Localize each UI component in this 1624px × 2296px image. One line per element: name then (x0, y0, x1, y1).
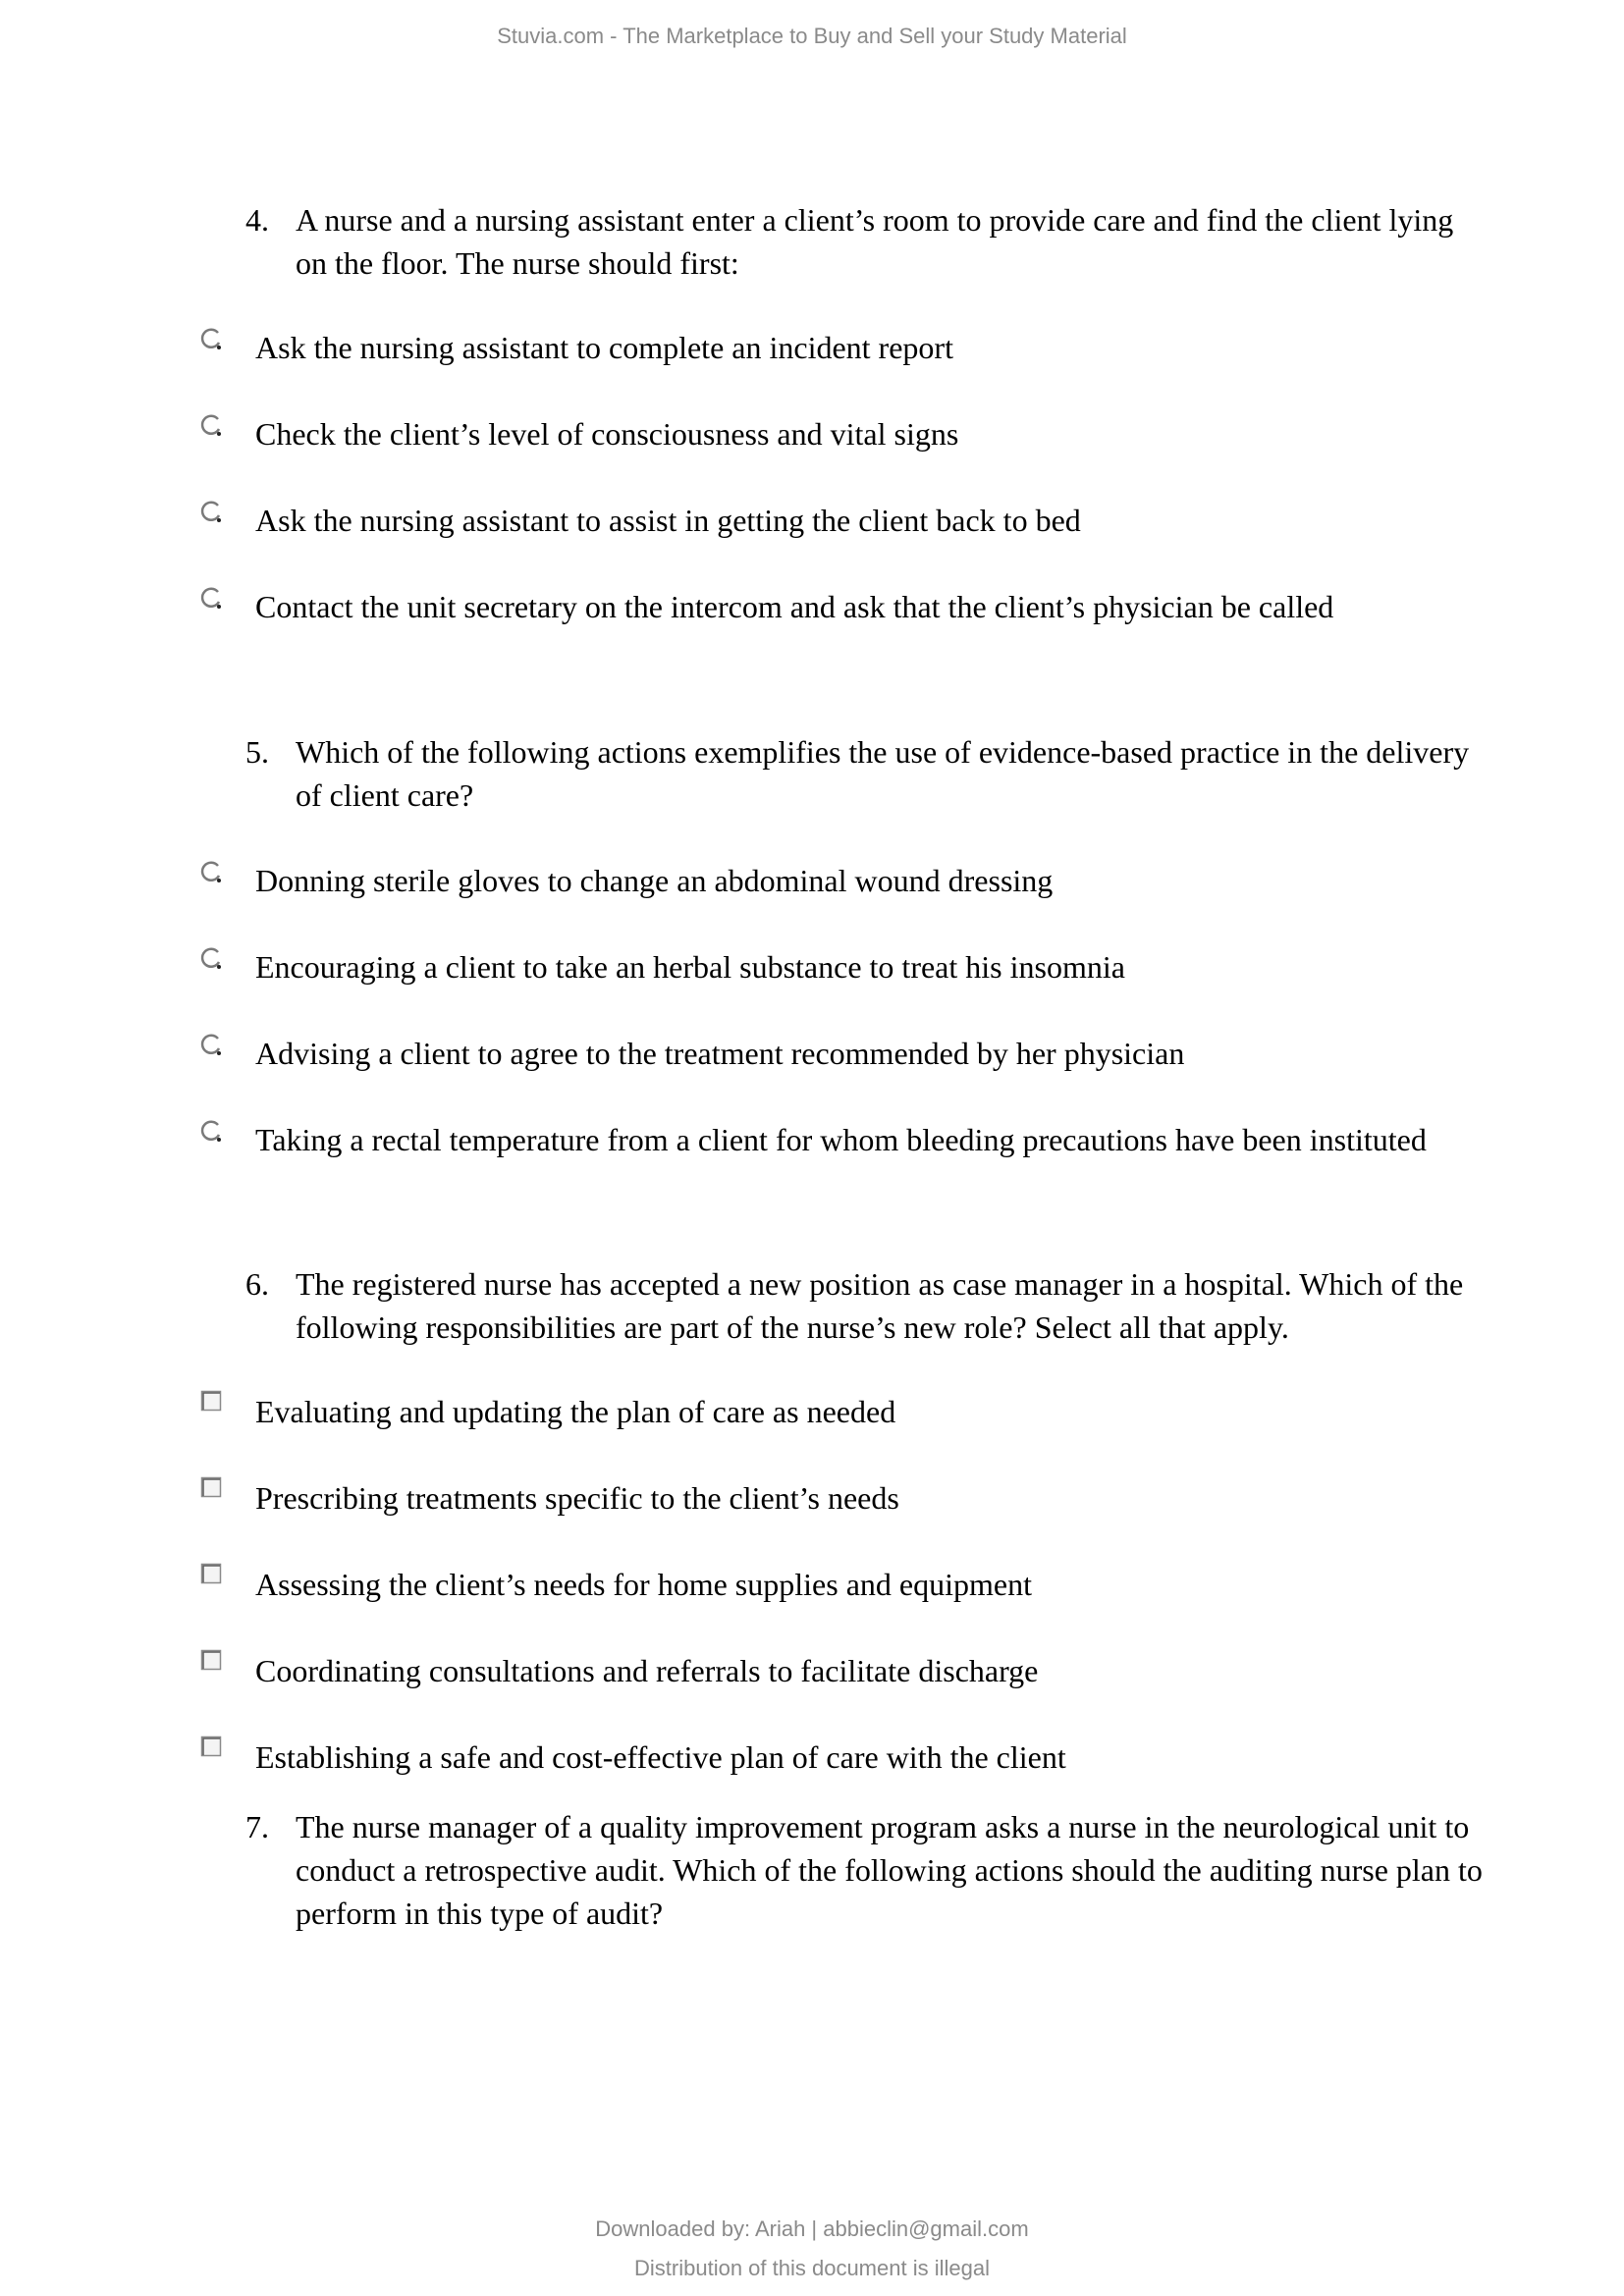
question-number: 5. (245, 734, 269, 770)
radio-button-icon[interactable] (198, 326, 224, 351)
option-label: Ask the nursing assistant to assist in getting the client back to bed (255, 503, 1081, 538)
option-label: Assessing the client’s needs for home supplies and equipment (255, 1567, 1032, 1602)
option-label: Taking a rectal temperature from a client for whom bleeding precautions have been instituted (255, 1122, 1427, 1157)
page-header: Stuvia.com - The Marketplace to Buy and Sell your Study Material (497, 24, 1127, 48)
question-6 (245, 1262, 1483, 1349)
radio-button-icon[interactable] (198, 1118, 224, 1144)
option-label: Ask the nursing assistant to complete an incident report (255, 330, 953, 365)
option-label: Prescribing treatments specific to the client’s needs (255, 1480, 899, 1516)
question-text: The nurse manager of a quality improvement program asks a nurse in the neurological unit to conduct a retrospective audit. Which of the following actions should the auditing nurse plan to perform in this type of audit? (296, 1809, 1483, 1931)
checkbox-icon[interactable] (200, 1735, 222, 1757)
option-label: Coordinating consultations and referrals to facilitate discharge (255, 1653, 1039, 1688)
question-text: A nurse and a nursing assistant enter a client’s room to provide care and find the client lying on the floor. The nurse should first: (296, 202, 1454, 281)
question-number: 6. (245, 1266, 269, 1302)
option-label: Contact the unit secretary on the intercom and ask that the client’s physician be called (255, 589, 1334, 624)
radio-button-icon[interactable] (198, 585, 224, 611)
radio-button-icon[interactable] (198, 499, 224, 524)
radio-button-icon[interactable] (198, 412, 224, 438)
radio-button-icon[interactable] (198, 1032, 224, 1057)
option-label: Check the client’s level of consciousness and vital signs (255, 416, 959, 452)
question-number: 4. (245, 202, 269, 238)
option-label: Establishing a safe and cost-effective plan of care with the client (255, 1739, 1066, 1775)
option-label: Advising a client to agree to the treatment recommended by her physician (255, 1036, 1185, 1071)
checkbox-icon[interactable] (200, 1649, 222, 1671)
question-number: 7. (245, 1809, 269, 1844)
checkbox-icon[interactable] (200, 1390, 222, 1412)
radio-button-icon[interactable] (198, 859, 224, 884)
checkbox-icon[interactable] (200, 1563, 222, 1584)
question-text: Which of the following actions exemplifies the use of evidence-based practice in the delivery of client care? (296, 734, 1470, 813)
option-label: Evaluating and updating the plan of care as needed (255, 1394, 896, 1429)
option-label: Encouraging a client to take an herbal substance to treat his insomnia (255, 949, 1125, 985)
question-5 (245, 730, 1483, 817)
checkbox-icon[interactable] (200, 1476, 222, 1498)
option-label: Donning sterile gloves to change an abdominal wound dressing (255, 863, 1054, 898)
footer-distribution-notice: Distribution of this document is illegal (634, 2256, 990, 2280)
question-4 (245, 198, 1483, 285)
question-text: The registered nurse has accepted a new position as case manager in a hospital. Which of the following responsibilities are part of the nurse’s new role? Select all that apply. (296, 1266, 1464, 1345)
question-7 (245, 1805, 1483, 1935)
footer-downloaded-by: Downloaded by: Ariah | abbieclin@gmail.com (595, 2216, 1029, 2241)
radio-button-icon[interactable] (198, 945, 224, 971)
